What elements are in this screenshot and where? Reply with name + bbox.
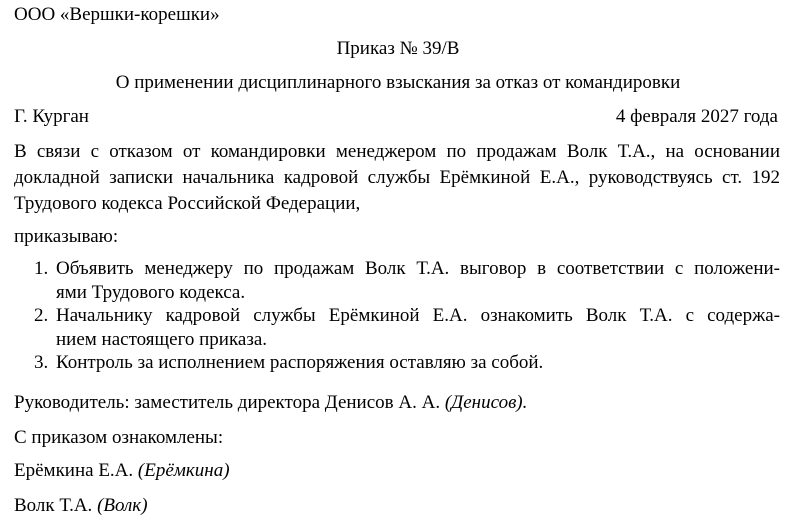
item-line: Объявить менеджеру по продажам Волк Т.А. выговор в соответствии с положени- <box>56 258 780 279</box>
list-item <box>34 304 780 351</box>
head-signature-line <box>14 391 527 414</box>
item-line: Контроль за исполнением распоряжения оставляю за собой. <box>56 352 544 373</box>
item-line: ями Трудового кодекса. <box>56 281 246 303</box>
item-number: 1. <box>34 258 49 279</box>
order-date: 4 февраля 2027 года <box>615 106 778 127</box>
city: Г. Курган <box>14 106 89 127</box>
acknowledged-name: Ерёмкина Е.А. <box>14 460 134 481</box>
item-line: нием настоящего приказа. <box>56 328 268 350</box>
organization-name: ООО «Вершки-корешки» <box>14 4 220 25</box>
acknowledged-name: Волк Т.А. <box>14 495 93 516</box>
acknowledged-row <box>14 459 230 482</box>
list-item <box>34 257 780 304</box>
order-subject: О применении дисциплинарного взыскания за отказ от командировки <box>115 72 681 93</box>
item-number: 3. <box>34 352 49 373</box>
head-signature-text: Руководитель: заместитель директора Денисов А. А. <box>14 392 441 413</box>
preamble-line: докладной записки начальника кадровой службы Ерёмкиной Е.А., руководствуясь ст. 192 <box>14 167 780 188</box>
order-document <box>14 0 782 523</box>
head-signature: (Денисов). <box>444 392 528 413</box>
preamble-paragraph <box>14 139 780 217</box>
acknowledged-label: С приказом ознакомлены: <box>14 427 224 448</box>
order-word: приказываю: <box>14 226 119 247</box>
item-number: 2. <box>34 305 49 326</box>
acknowledged-signature: (Ерёмкина) <box>137 460 230 481</box>
item-line: Начальнику кадровой службы Ерёмкиной Е.А. ознакомить Волк Т.А. с содержа- <box>56 305 780 326</box>
list-item <box>34 351 780 375</box>
order-title: Приказ № 39/В <box>336 38 460 59</box>
acknowledged-signature: (Волк) <box>97 495 148 516</box>
acknowledged-row <box>14 494 148 517</box>
preamble-line: В связи с отказом от командировки менеджером по продажам Волк Т.А., на основании <box>14 141 780 162</box>
preamble-line: Трудового кодекса Российской Федерации, <box>14 193 361 214</box>
order-items-list <box>34 257 780 375</box>
